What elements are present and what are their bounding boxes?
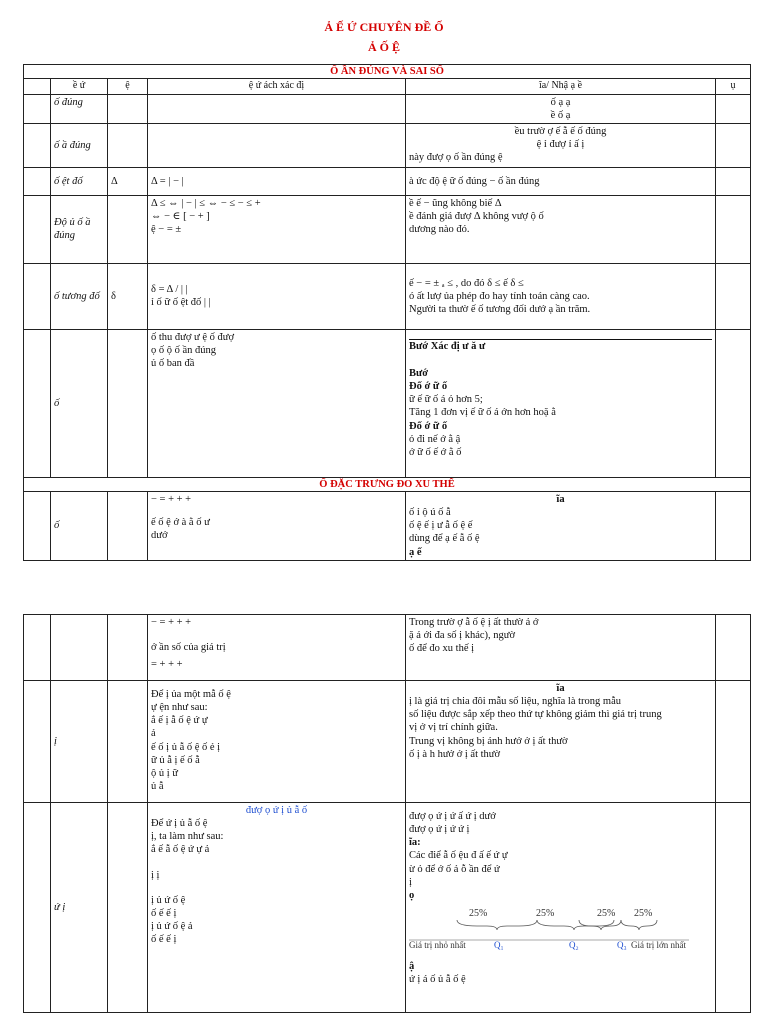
header-concept: ề ứ bbox=[51, 79, 108, 95]
quartile-diagram bbox=[409, 904, 709, 954]
concept-name: ố tương đố bbox=[51, 263, 108, 329]
concept-symbol: Δ bbox=[108, 167, 148, 195]
table-row bbox=[24, 94, 751, 123]
header-example: ụ bbox=[716, 79, 751, 95]
pct-label: 25% bbox=[597, 907, 616, 919]
concept-name: ố bbox=[51, 329, 108, 477]
brace-3 bbox=[579, 920, 621, 930]
concept-note: ĩa ố ỉ ộ ú ố ẫ ố ệ ế ị ư ẫ ố ệ ế dùng để ạ ế ẫ ố ệ ạ ế bbox=[406, 492, 716, 561]
header-formula: ệ ứ ách xác đị bbox=[148, 79, 406, 95]
table-row bbox=[24, 167, 751, 195]
concept-formula: Δ ≤ ⇔ | − | ≤ ⇔ − ≤ − ≤ + ⇔ − ∈ [ − + ] ệ − = ± bbox=[148, 195, 406, 263]
concept-note: Bướ Xác đị ư ă ư Bướ Đố ớ ữ ố ữ ế ữ ố á ỏ hơn 5; Tăng 1 đơn vị ế ữ ố á ớn hơn hoặ ằ Đố ớ ữ ố ỏ đi nế ớ ằ ậ ớ ữ ố ế ớ ằ ố bbox=[406, 329, 716, 477]
concept-note: Trong trườ ợ ẫ ố ệ ị ất thườ ả ớ ặ ả ới đa số ị khác), ngườ ố để đo xu thế ị bbox=[406, 615, 716, 681]
concept-symbol: δ bbox=[108, 263, 148, 329]
concept-note: ế − = ± ₐ ≤ , do đó δ ≤ ế δ ≤ ó ất lượ ủa phép đo hay tính toán càng cao. Người ta thườ ế ố tương đối dướ ạ ần trăm. bbox=[406, 263, 716, 329]
brace-1 bbox=[457, 920, 537, 930]
concept-name: ố bbox=[51, 492, 108, 561]
concept-name: ị bbox=[51, 681, 108, 803]
concept-name: ứ ị bbox=[51, 803, 108, 1013]
concept-note: ố ạ ạ ề ố ạ bbox=[406, 94, 716, 123]
table-row bbox=[24, 681, 751, 803]
concept-formula: đượ ọ ứ ị ủ ẫ ố Để ứ ị ủ ẫ ố ệ ị, ta làm như sau: ắ ế ẫ ố ệ ứ ự ả ị ị ị ủ ứ ố ệ ố ế ế ị ị ủ ứ ố ệ ả ố ế ế ị bbox=[148, 803, 406, 1013]
q3-label: Q₃ bbox=[617, 939, 627, 950]
table-row bbox=[24, 803, 751, 1013]
header-blank bbox=[24, 79, 51, 95]
document-title: Ả Ế Ứ CHUYÊN ĐỀ Ố bbox=[324, 20, 444, 34]
brace-2 bbox=[537, 920, 614, 930]
section-title-approx: Ố ẦN ĐÚNG VÀ SAI SỐ bbox=[24, 65, 751, 79]
q2-label: Q₂ bbox=[569, 939, 579, 950]
concept-note: à ức độ ệ ữ ố đúng − ố ần đúng bbox=[406, 167, 716, 195]
concept-name: Độ ủ ố ầ đúng bbox=[51, 195, 108, 263]
section-title-central: Ố ĐẶC TRƯNG ĐO XU THẾ bbox=[24, 477, 751, 491]
concept-formula: δ = Δ / | | ỉ ố ữ ố ệt đố | | bbox=[148, 263, 406, 329]
concept-formula: ố thu đượ ư ệ ố đượ ọ ố ộ ố ần đúng ủ ố ban đầ bbox=[148, 329, 406, 477]
central-tendency-table bbox=[23, 614, 751, 1013]
brace-4 bbox=[621, 920, 657, 930]
pct-label: 25% bbox=[536, 907, 555, 919]
table-row bbox=[24, 492, 751, 561]
header-symbol: ệ bbox=[108, 79, 148, 95]
concept-name: ố ệt đố bbox=[51, 167, 108, 195]
min-label: Giá trị nhỏ nhất bbox=[409, 939, 466, 950]
concept-formula: − = + + + ế ố ệ ớ à ằ ố ư dướ bbox=[148, 492, 406, 561]
concept-name: ố đúng bbox=[51, 94, 108, 123]
pct-label: 25% bbox=[634, 907, 653, 919]
concept-note: ĩa ị là giá trị chia đôi mẫu số liệu, nghĩa là trong mẫu số liệu được sắp xếp theo thứ tự không giảm thì giá trị trung vị ở vị trí chính giữa. Trung vị không bị ảnh hưở ở ị ất thườ ố ị à h hưở ở ị ất thườ bbox=[406, 681, 716, 803]
concept-name: ố ầ đúng bbox=[51, 123, 108, 167]
concept-note: đượ ọ ứ ị ứ ấ ứ ị dướ đượ ọ ứ ị ứ ứ ị ĩa: Các điể ẫ ố ệu đ ấ ế ứ ự ừ ỏ để ớ ố ả ỗ ần để ứ ị ọ 25% 25% 25% 25% Giá trị nhỏ nhất Q₁ Q₂ Q₃ Giá trị lớn nhất ậ ứ ị á ố ủ ẫ ố ệ bbox=[406, 803, 716, 1013]
concept-formula: − = + + + ớ ần số của giá trị = + + + bbox=[148, 615, 406, 681]
concept-formula: Để ị ủa một mẫ ố ệ ự ện như sau: ắ ế ị ẫ ố ệ ứ ự ả ế ố ị ủ ẫ ố ệ ố ẻ ị ữ ủ ẫ ị ế ố ẵ ộ ủ ị ữ ủ ẫ bbox=[148, 681, 406, 803]
concept-note: ề ế − ũng không biế Δ ề đánh giá đượ Δ không vượ ộ ố dương nào đó. bbox=[406, 195, 716, 263]
header-note: ĩa/ Nhậ ạ ề bbox=[406, 79, 716, 95]
table-row bbox=[24, 123, 751, 167]
concept-note: ều trườ ợ ế ẵ ế ố đúng ệ ỉ đượ ỉ ấ ị này đượ ọ ố ần đúng ệ bbox=[406, 123, 716, 167]
table-row bbox=[24, 263, 751, 329]
table-row bbox=[24, 615, 751, 681]
concept-formula: Δ = | − | bbox=[148, 167, 406, 195]
table-row bbox=[24, 329, 751, 477]
approx-number-table bbox=[23, 64, 751, 561]
max-label: Giá trị lớn nhất bbox=[631, 939, 686, 950]
q1-label: Q₁ bbox=[494, 939, 504, 950]
document-subtitle: Ả Ố Ệ bbox=[367, 40, 400, 54]
pct-label: 25% bbox=[469, 907, 488, 919]
table-row bbox=[24, 195, 751, 263]
